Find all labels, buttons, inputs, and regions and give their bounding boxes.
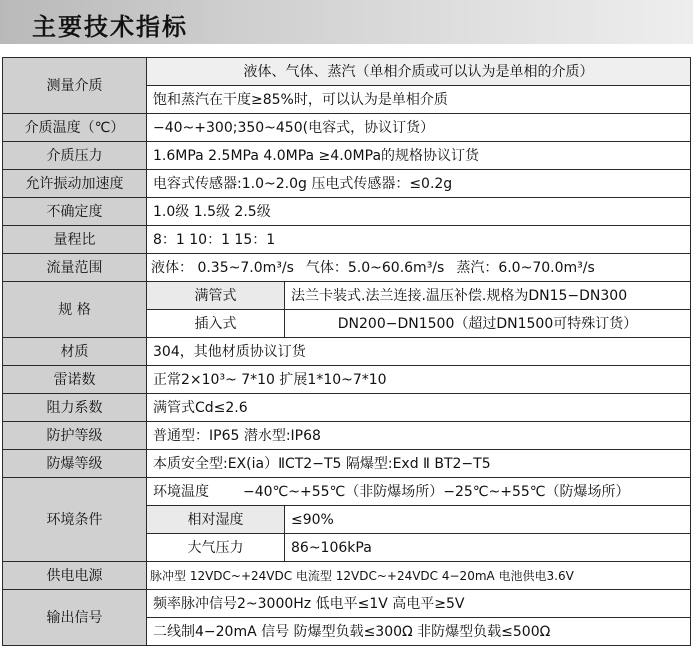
table-row bbox=[3, 170, 691, 198]
resistance-value: 满管式Cd≤2.6 bbox=[147, 394, 691, 422]
env-temp-label: 环境温度 bbox=[153, 483, 209, 500]
table-row bbox=[3, 562, 691, 590]
table-row bbox=[3, 114, 691, 142]
env-pressure-label: 大气压力 bbox=[147, 534, 285, 562]
protection-value: 普通型：IP65 潜水型:IP68 bbox=[147, 422, 691, 450]
vibration-value: 电容式传感器:1.0~2.0g 压电式传感器：≤0.2g bbox=[147, 170, 691, 198]
row-label-range-ratio: 量程比 bbox=[3, 226, 147, 254]
uncertainty-value: 1.0级 1.5级 2.5级 bbox=[147, 198, 691, 226]
spec-insert-label: 插入式 bbox=[147, 310, 285, 338]
spec-full-pipe-value: 法兰卡装式.法兰连接.温压补偿.规格为DN15−DN300 bbox=[285, 282, 691, 310]
range-ratio-value: 8：1 10：1 15：1 bbox=[147, 226, 691, 254]
flow-range-steam: 蒸汽：6.0~70.0m³/s bbox=[456, 259, 595, 276]
spec-full-pipe-label: 满管式 bbox=[147, 282, 285, 310]
row-label-reynolds: 雷诺数 bbox=[3, 366, 147, 394]
flow-range-liquid: 液体： 0.35~7.0m³/s bbox=[151, 259, 294, 276]
env-humidity-value: ≤90% bbox=[285, 506, 691, 534]
table-row bbox=[3, 254, 691, 282]
row-label-medium-pressure: 介质压力 bbox=[3, 142, 147, 170]
env-humidity-label: 相对湿度 bbox=[147, 506, 285, 534]
medium-pressure-value: 1.6MPa 2.5MPa 4.0MPa ≥4.0MPa的规格协议订货 bbox=[147, 142, 691, 170]
table-row bbox=[3, 142, 691, 170]
medium-value-1: 液体、气体、蒸汽（单相介质或可以认为是单相的介质） bbox=[147, 58, 691, 86]
row-label-protection: 防护等级 bbox=[3, 422, 147, 450]
title-bar bbox=[0, 0, 693, 44]
row-label-vibration: 允许振动加速度 bbox=[3, 170, 147, 198]
row-label-medium-temp: 介质温度（℃） bbox=[3, 114, 147, 142]
table-row bbox=[3, 366, 691, 394]
row-label-flow-range: 流量范围 bbox=[3, 254, 147, 282]
reynolds-value: 正常2×10³~ 7*10 扩展1*10~7*10 bbox=[147, 366, 691, 394]
output-value-1: 频率脉冲信号2~3000Hz 低电平≤1V 高电平≥5V bbox=[147, 590, 691, 618]
flow-range-gas: 气体：5.0~60.6m³/s bbox=[305, 259, 445, 276]
page-title: 主要技术指标 bbox=[32, 13, 188, 41]
environment-temp-value bbox=[147, 478, 691, 506]
table-row bbox=[3, 338, 691, 366]
row-label-environment: 环境条件 bbox=[3, 478, 147, 562]
table-row bbox=[3, 282, 691, 310]
explosion-value: 本质安全型:EX(ia）ⅡCT2−T5 隔爆型:Exd Ⅱ BT2−T5 bbox=[147, 450, 691, 478]
row-label-power: 供电电源 bbox=[3, 562, 147, 590]
table-row bbox=[3, 394, 691, 422]
row-label-resistance: 阻力系数 bbox=[3, 394, 147, 422]
flow-range-value bbox=[147, 254, 691, 282]
table-row bbox=[3, 58, 691, 86]
env-temp-value: −40℃~+55℃（非防爆场所）−25℃~+55℃（防爆场所） bbox=[243, 483, 630, 500]
row-label-explosion: 防爆等级 bbox=[3, 450, 147, 478]
medium-value-2: 饱和蒸汽在干度≥85%时，可以认为是单相介质 bbox=[147, 86, 691, 114]
table-row bbox=[3, 450, 691, 478]
table-row bbox=[3, 226, 691, 254]
row-label-output: 输出信号 bbox=[3, 590, 147, 646]
row-label-material: 材质 bbox=[3, 338, 147, 366]
spec-insert-value: DN200−DN1500（超过DN1500可特殊订货） bbox=[285, 310, 691, 338]
power-value: 脉冲型 12VDC~+24VDC 电流型 12VDC~+24VDC 4−20mA 电池供电3.6V bbox=[147, 562, 691, 590]
table-row bbox=[3, 478, 691, 506]
output-value-2: 二线制4−20mA 信号 防爆型负载≤300Ω 非防爆型负载≤500Ω bbox=[147, 618, 691, 646]
material-value: 304，其他材质协议订货 bbox=[147, 338, 691, 366]
env-pressure-value: 86~106kPa bbox=[285, 534, 691, 562]
table-row bbox=[3, 198, 691, 226]
medium-temp-value: −40~+300;350~450(电容式，协议订货） bbox=[147, 114, 691, 142]
row-label-medium: 测量介质 bbox=[3, 58, 147, 114]
table-row bbox=[3, 590, 691, 618]
table-row bbox=[3, 422, 691, 450]
spec-table bbox=[2, 57, 691, 646]
row-label-uncertainty: 不确定度 bbox=[3, 198, 147, 226]
row-label-spec: 规 格 bbox=[3, 282, 147, 338]
